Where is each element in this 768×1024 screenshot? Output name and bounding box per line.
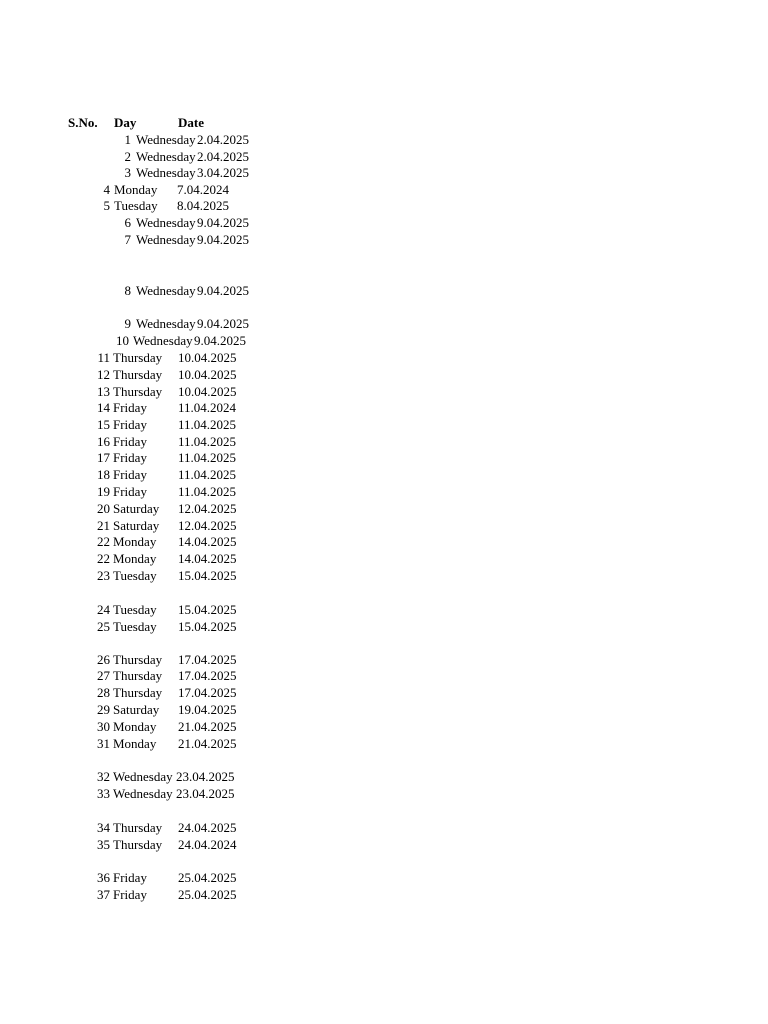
cell-day: Friday — [113, 870, 147, 885]
cell-sno: 27 — [97, 668, 110, 683]
table-row — [0, 384, 300, 401]
cell-day: Wednesday — [136, 149, 196, 164]
cell-date: 15.04.2025 — [178, 568, 237, 583]
table-row — [0, 702, 300, 719]
cell-day: Friday — [113, 417, 147, 432]
cell-date: 12.04.2025 — [178, 501, 237, 516]
cell-day: Monday — [113, 736, 157, 751]
cell-date: 9.04.2025 — [197, 283, 249, 298]
cell-day: Thursday — [113, 820, 163, 835]
cell-sno: 32 — [97, 769, 110, 784]
cell-day: Wednesday — [136, 132, 196, 147]
table-row — [0, 820, 300, 837]
cell-date: 11.04.2025 — [178, 434, 237, 449]
cell-sno: 14 — [97, 400, 110, 415]
table-row — [0, 551, 300, 568]
cell-sno: 15 — [97, 417, 110, 432]
cell-date: 23.04.2025 — [176, 786, 235, 801]
cell-date: 17.04.2025 — [178, 668, 237, 683]
cell-date: 11.04.2025 — [178, 467, 237, 482]
cell-day: Thursday — [113, 350, 163, 365]
cell-sno: 10 — [116, 333, 129, 348]
cell-day: Friday — [113, 450, 147, 465]
cell-day: Monday — [113, 551, 157, 566]
cell-date: 10.04.2025 — [178, 350, 237, 365]
cell-day: Friday — [113, 484, 147, 499]
cell-date: 9.04.2025 — [197, 215, 249, 230]
cell-day: Thursday — [113, 837, 163, 852]
header-sno: S.No. — [68, 115, 98, 130]
cell-sno: 18 — [97, 467, 110, 482]
cell-day: Friday — [113, 467, 147, 482]
cell-day: Tuesday — [113, 619, 157, 634]
cell-date: 7.04.2024 — [177, 182, 229, 197]
cell-sno: 16 — [97, 434, 110, 449]
cell-sno: 17 — [97, 450, 110, 465]
cell-day: Saturday — [113, 518, 160, 533]
cell-day: Thursday — [113, 367, 163, 382]
cell-sno: 24 — [97, 602, 110, 617]
cell-day: Tuesday — [114, 198, 158, 213]
cell-date: 2.04.2025 — [197, 149, 249, 164]
cell-date: 14.04.2025 — [178, 551, 237, 566]
cell-day: Friday — [113, 434, 147, 449]
cell-day: Saturday — [113, 501, 160, 516]
table-row — [0, 417, 300, 434]
cell-date: 11.04.2024 — [178, 400, 237, 415]
header-date: Date — [178, 115, 204, 130]
cell-day: Wednesday — [113, 786, 173, 801]
table-row — [0, 786, 300, 803]
cell-date: 25.04.2025 — [178, 870, 237, 885]
cell-sno: 6 — [124, 215, 131, 230]
table-row — [0, 769, 300, 786]
cell-sno: 37 — [97, 887, 110, 902]
cell-date: 24.04.2025 — [178, 820, 237, 835]
cell-sno: 34 — [97, 820, 110, 835]
table-row — [0, 534, 300, 551]
table-row — [0, 887, 300, 904]
cell-day: Tuesday — [113, 568, 157, 583]
cell-date: 9.04.2025 — [197, 316, 249, 331]
cell-sno: 31 — [97, 736, 110, 751]
header-day: Day — [114, 115, 137, 130]
cell-day: Monday — [114, 182, 158, 197]
cell-sno: 22 — [97, 534, 110, 549]
table-row — [0, 484, 300, 501]
cell-sno: 26 — [97, 652, 110, 667]
table-row — [0, 333, 300, 350]
cell-date: 17.04.2025 — [178, 685, 237, 700]
cell-day: Thursday — [113, 685, 163, 700]
cell-sno: 33 — [97, 786, 110, 801]
cell-date: 21.04.2025 — [178, 719, 237, 734]
cell-date: 15.04.2025 — [178, 602, 237, 617]
cell-date: 11.04.2025 — [178, 484, 237, 499]
cell-day: Monday — [113, 534, 157, 549]
table-row — [0, 602, 300, 619]
cell-day: Wednesday — [136, 165, 196, 180]
cell-date: 19.04.2025 — [178, 702, 237, 717]
cell-date: 9.04.2025 — [194, 333, 246, 348]
cell-day: Friday — [113, 400, 147, 415]
cell-day: Thursday — [113, 652, 163, 667]
cell-date: 9.04.2025 — [197, 232, 249, 247]
cell-sno: 4 — [103, 182, 110, 197]
cell-sno: 3 — [124, 165, 131, 180]
table-row — [0, 367, 300, 384]
table-row — [0, 568, 300, 585]
table-row — [0, 215, 300, 232]
table-row — [0, 232, 300, 249]
cell-sno: 12 — [97, 367, 110, 382]
cell-sno: 23 — [97, 568, 110, 583]
table-row — [0, 400, 300, 417]
cell-sno: 30 — [97, 719, 110, 734]
cell-day: Wednesday — [136, 215, 196, 230]
cell-sno: 2 — [124, 149, 131, 164]
table-row — [0, 350, 300, 367]
table-row — [0, 870, 300, 887]
cell-date: 17.04.2025 — [178, 652, 237, 667]
cell-sno: 1 — [124, 132, 131, 147]
cell-day: Thursday — [113, 668, 163, 683]
cell-sno: 9 — [124, 316, 131, 331]
cell-day: Wednesday — [136, 283, 196, 298]
cell-sno: 29 — [97, 702, 110, 717]
cell-sno: 20 — [97, 501, 110, 516]
cell-day: Tuesday — [113, 602, 157, 617]
table-row — [0, 518, 300, 535]
cell-day: Wednesday — [113, 769, 173, 784]
cell-day: Wednesday — [133, 333, 193, 348]
cell-date: 25.04.2025 — [178, 887, 237, 902]
cell-sno: 8 — [124, 283, 131, 298]
cell-sno: 35 — [97, 837, 110, 852]
cell-sno: 22 — [97, 551, 110, 566]
cell-date: 21.04.2025 — [178, 736, 237, 751]
cell-date: 14.04.2025 — [178, 534, 237, 549]
table-row — [0, 283, 300, 300]
cell-date: 8.04.2025 — [177, 198, 229, 213]
cell-day: Thursday — [113, 384, 163, 399]
table-row — [0, 619, 300, 636]
cell-date: 3.04.2025 — [197, 165, 249, 180]
table-row — [0, 132, 300, 149]
table-row — [0, 198, 300, 215]
cell-date: 10.04.2025 — [178, 367, 237, 382]
cell-sno: 13 — [97, 384, 110, 399]
cell-sno: 5 — [103, 198, 110, 213]
cell-sno: 25 — [97, 619, 110, 634]
table-row — [0, 837, 300, 854]
cell-date: 10.04.2025 — [178, 384, 237, 399]
cell-date: 24.04.2024 — [178, 837, 237, 852]
cell-sno: 11 — [97, 350, 110, 365]
cell-date: 23.04.2025 — [176, 769, 235, 784]
table-row — [0, 149, 300, 166]
cell-day: Wednesday — [136, 316, 196, 331]
cell-day: Saturday — [113, 702, 160, 717]
cell-date: 11.04.2025 — [178, 417, 237, 432]
cell-date: 11.04.2025 — [178, 450, 237, 465]
table-row — [0, 434, 300, 451]
table-row — [0, 316, 300, 333]
table-row — [0, 719, 300, 736]
table-row — [0, 165, 300, 182]
table-row — [0, 182, 300, 199]
cell-sno: 36 — [97, 870, 110, 885]
cell-date: 15.04.2025 — [178, 619, 237, 634]
cell-sno: 7 — [124, 232, 131, 247]
cell-day: Monday — [113, 719, 157, 734]
cell-day: Wednesday — [136, 232, 196, 247]
table-row — [0, 467, 300, 484]
table-row — [0, 668, 300, 685]
cell-sno: 21 — [97, 518, 110, 533]
table-row — [0, 736, 300, 753]
table-row — [0, 501, 300, 518]
table-row — [0, 685, 300, 702]
cell-date: 12.04.2025 — [178, 518, 237, 533]
cell-sno: 28 — [97, 685, 110, 700]
cell-sno: 19 — [97, 484, 110, 499]
cell-day: Friday — [113, 887, 147, 902]
table-row — [0, 450, 300, 467]
table-row — [0, 652, 300, 669]
cell-date: 2.04.2025 — [197, 132, 249, 147]
